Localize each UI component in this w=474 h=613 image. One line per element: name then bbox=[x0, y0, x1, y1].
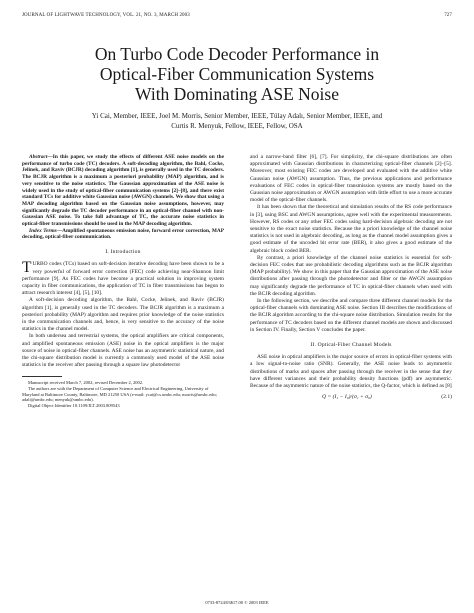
intro-paragraph-1-text: URBO codes (TCs) based on soft-decision iterative decoding have been shown to be a very powerful of forward error correction (FEC) code achieving near-Shannon limit performance [9]. As FEC codes have become a practical solution in improving system capacity in fiber communications, the application of TC in fiber transmissions has begun to attract research interest [4], [5], [10]. bbox=[22, 261, 224, 297]
abstract-text: In this paper, we study the effects of different ASE noise models on the performance of turbo code (TC) decoders. A soft-decoding algorithm, the Bahl, Cocke, Jelinek, and Raviv (BCJR) decoding algorithm [1], is generally used in the TC decoders. The BCJR algorithm is a maximum a posteriori probability (MAP) algorithm, and is very sensitive to the noise statistics. The Gaussian approximation of the ASE noise is widely used in the study of optical-fiber communication systems [2]–[8], and there exist standard TCs for additive white Gaussian noise (AWGN) channels. We show that using a MAP decoding algorithm based on the Gaussian noise assumptions, however, may significantly degrade the TC decoder performance in an optical-fiber channel with non-Gaussian ASE noise. To take full advantage of TC, the accurate noise statistics in optical-fiber transmissions should be used in the MAP decoding algorithm. bbox=[22, 154, 224, 228]
journal-title: JOURNAL OF LIGHTWAVE TECHNOLOGY, VOL. 21, NO. 3, MARCH 2003 bbox=[22, 13, 190, 18]
footnotes bbox=[22, 380, 224, 408]
equation-body: Q = (I₁ − I₀)/(σ₁ + σ₀) bbox=[322, 394, 372, 401]
footnote-doi: Digital Object Identifier 10.1109/JLT.2003.809543 bbox=[28, 402, 120, 408]
authors-line-2: Curtis R. Menyuk, Fellow, IEEE, Fellow, OSA bbox=[171, 121, 303, 130]
section-heading-channel-models: II. Optical-Fiber Channel Models bbox=[310, 342, 392, 349]
section-heading-introduction: I. Introduction bbox=[105, 249, 141, 256]
author-list bbox=[30, 112, 444, 131]
title-line-3: With Dominating ASE Noise bbox=[135, 84, 339, 104]
right-column bbox=[250, 154, 452, 402]
intro-paragraph-4: and a narrow-band filter [6], [7]. For simplicity, the chi-square distributions are often approximated with Gaussian distributions in characterizing optical-fiber channels [2]–[5]. Moreover, most existing FEC codes are developed and evaluated with the additive white Gaussian noise (AWGN) assumption. Thus, the previous applications and performance evaluations of FEC codes in optical-fiber transmission systems are mostly based on the Gaussian noise approximation or AWGN assumption with little effort to use a more accurate model of the optical-fiber channels. bbox=[250, 154, 452, 204]
intro-paragraph-3: In both undersea and terrestrial systems, the optical amplifiers are critical components, and amplified spontaneous emission (ASE) noise in the optical amplifiers is the major source of noise in optical-fiber channels. ASE noise has an asymmetric statistical nature, and the chi-square distribution model is currently a commonly used model of the ASE noise statistics in the receiver after passing through a square law photodetector bbox=[22, 333, 224, 369]
title-line-1: On Turbo Code Decoder Performance in bbox=[94, 44, 380, 64]
title-line-2: Optical-Fiber Communication Systems bbox=[99, 64, 375, 84]
intro-paragraph-7: In the following section, we describe and compare three different channel models for the optical-fiber channels with dominating ASE noise. Section III describes the modifications of the BCJR algorithm according to the chi-square noise distribution. Simulation results for the performance of TC decoders based on the different channel models are shown and discussed in Section IV. Finally, Section V concludes the paper. bbox=[250, 298, 452, 333]
intro-paragraph-1 bbox=[22, 261, 224, 297]
intro-paragraph-6: By contrast, a priori knowledge of the channel noise statistics is essential for soft-decision FEC codes that use probabilistic decoding algorithms such as the BCJR algorithm (MAP probability). We show in this paper that the Gaussian approximation of the ASE noise distributions after passing through the photodetector and filter or the AWGN assumption may significantly degrade the performance of TC in optical-fiber channels when used with the BCJR decoding algorithm. bbox=[250, 254, 452, 297]
drop-cap: T bbox=[22, 259, 32, 277]
abstract-lead: Abstract— bbox=[29, 154, 53, 160]
channel-models-paragraph-1: ASE noise in optical amplifiers is the major source of errors in optical-fiber systems with a low signal-to-noise ratio (SNR). Generally, the ASE noise leads to asymmetric distributions of marks and spaces after passing through the receiver in the sense that they have different variances and their probability density functions (pdf) are asymmetric. Because of the asymmetric nature of the noise statistics, the Q-factor, which is defined as [8] bbox=[250, 354, 452, 390]
running-header bbox=[22, 13, 452, 21]
index-terms-text: Amplified spontaneous emission noise, forward error correction, MAP decoding, optical-fiber communication. bbox=[22, 227, 224, 241]
index-terms-lead: Index Terms— bbox=[29, 227, 63, 234]
footnote-affiliation: The authors are with the Department of Computer Science and Electrical Engineering, University of Maryland at Baltimore County, Baltimore, MD 21250 USA (e-mail: ycai@cs.umbc.edu; morris@umbc.edu; adali@umbc.edu; menyuk@umbc.edu). bbox=[22, 385, 217, 403]
equation-number: (2.1) bbox=[441, 394, 452, 401]
equation-2-1 bbox=[250, 394, 452, 402]
intro-paragraph-2: A soft-decision decoding algorithm, the Bahl, Cocke, Jelinek, and Raviv (BCJR) algorithm [1], is generally used in the TC decoders. The BCJR algorithm is a maximum a posteriori probability (MAP) algorithm and requires prior knowledge of the noise statistics in the communication channels and, hence, is very sensitive to the accuracy of the noise statistics in the channel model. bbox=[22, 297, 224, 333]
index-terms bbox=[22, 228, 224, 241]
left-column bbox=[22, 154, 224, 408]
page-number: 727 bbox=[444, 13, 452, 18]
footnote-received: Manuscript received March 7, 2002; revised December 2, 2002. bbox=[28, 380, 144, 386]
authors-line-1: Yi Cai, Member, IEEE, Joel M. Morris, Senior Member, IEEE, Tülay Adalı, Senior Member, IEEE, and bbox=[91, 112, 383, 120]
paper-title bbox=[22, 44, 452, 104]
intro-paragraph-5: It has been shown that the theoretical and simulation results of the RS code performance in [3], using BSC and AWGN assumptions, agree well with the experimental measurements. However, RS codes or any other FEC codes using hard-decision algebraic decoding are not sensitive to the exact noise statistics. Because the a priori knowledge of the channel noise statistics is not used in algebraic decoding, as long as the channel model assumption gives a good estimate of the uncoded bit error rate (BER), it also gives a good estimate of the algebraic block coded BER. bbox=[250, 204, 452, 254]
copyright-footer: 0733-8724/03$17.00 © 2003 IEEE bbox=[205, 600, 269, 605]
abstract bbox=[22, 154, 224, 228]
footnote-divider bbox=[22, 376, 62, 377]
